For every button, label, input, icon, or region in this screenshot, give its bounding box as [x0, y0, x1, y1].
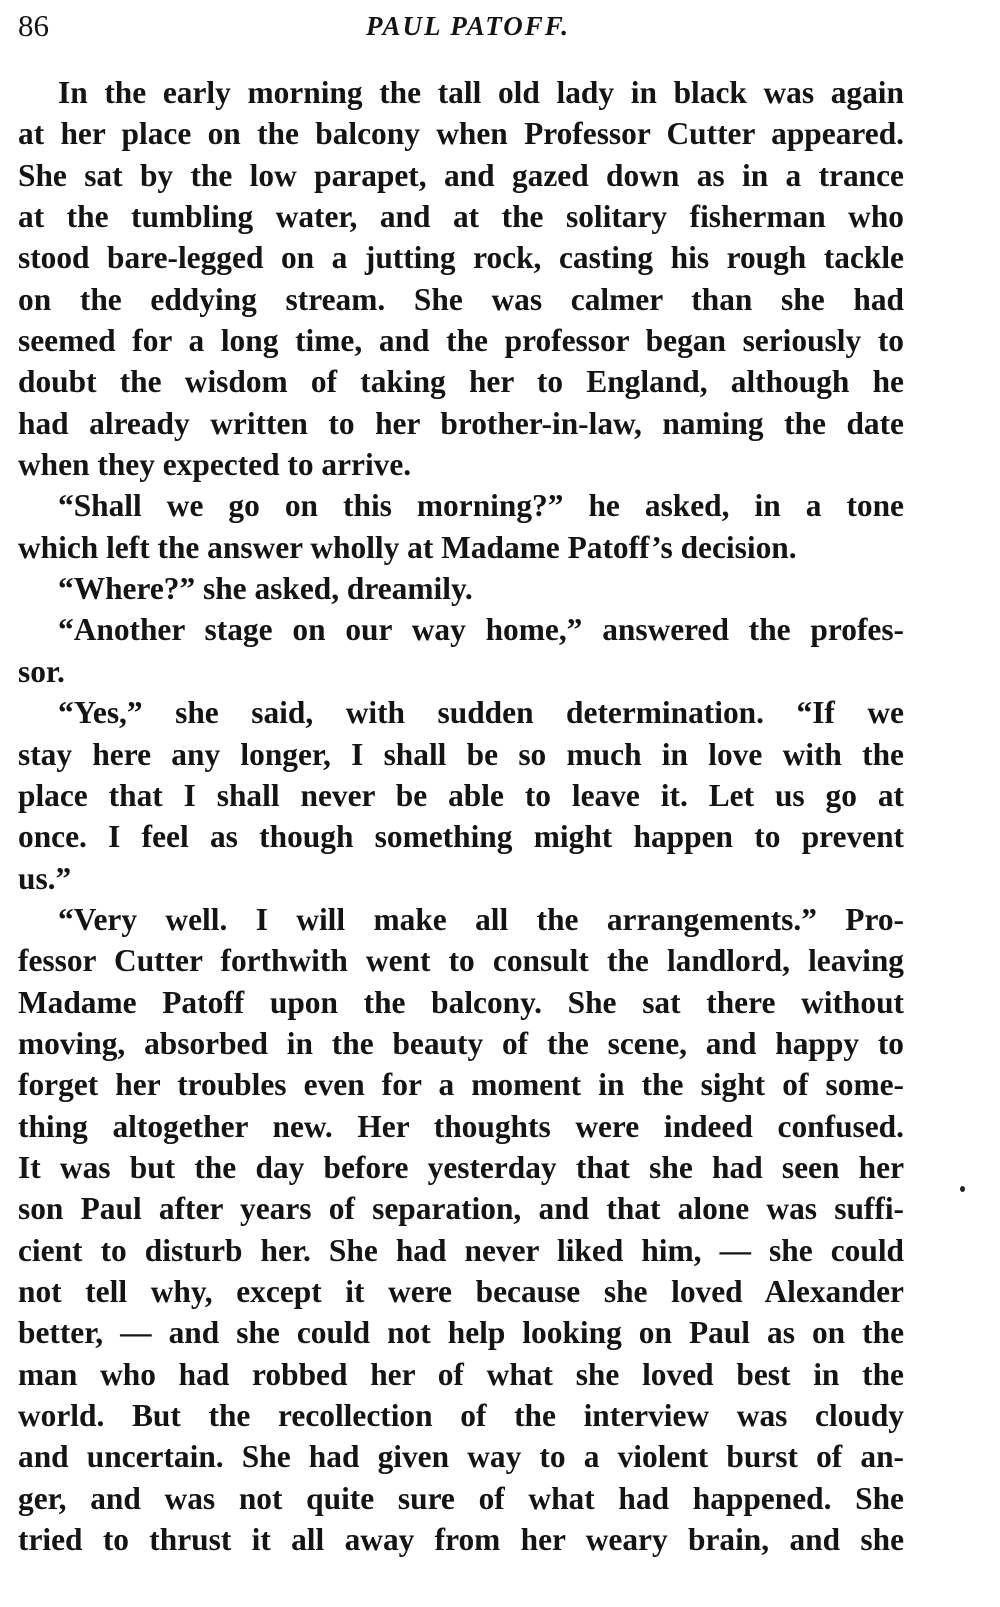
body-text: [18, 72, 904, 1560]
text-line: In the early morning the tall old lady in black was again: [58, 75, 904, 110]
text-line: better, — and she could not help looking on Paul as on the: [18, 1315, 904, 1351]
text-line: “Where?” she asked, dreamily.: [58, 571, 473, 607]
text-line: moving, absorbed in the beauty of the scene, and happy to: [18, 1025, 904, 1061]
text-line: son Paul after years of separation, and that alone was suffi-: [18, 1191, 904, 1227]
text-line: She sat by the low parapet, and gazed down as in a trance: [18, 157, 904, 193]
text-line: doubt the wisdom of taking her to England, although he: [18, 364, 904, 400]
text-line: tried to thrust it all away from her weary brain, and she: [18, 1522, 904, 1558]
text-line: cient to disturb her. She had never liked him, — she could: [18, 1232, 904, 1268]
text-line: seemed for a long time, and the professor began seriously to: [18, 323, 904, 359]
text-line: when they expected to arrive.: [18, 447, 412, 483]
running-title: PAUL PATOFF.: [365, 11, 571, 41]
text-line: “Shall we go on this morning?” he asked, in a tone: [58, 488, 904, 524]
text-line: Madame Patoff upon the balcony. She sat there without: [18, 984, 904, 1020]
text-line: forget her troubles even for a moment in the sight of some-: [18, 1067, 904, 1103]
page-number: 86: [18, 8, 49, 43]
text-line: had already written to her brother-in-law, naming the date: [18, 405, 904, 441]
text-line: on the eddying stream. She was calmer than she had: [18, 281, 904, 317]
page-header: [18, 6, 918, 46]
text-line: “Another stage on our way home,” answered the profes-: [58, 612, 904, 648]
text-line: and uncertain. She had given way to a violent burst of an-: [18, 1439, 904, 1475]
text-line: man who had robbed her of what she loved best in the: [18, 1356, 904, 1392]
text-line: at her place on the balcony when Professor Cutter appeared.: [18, 116, 904, 152]
text-line: ger, and was not quite sure of what had happened. She: [18, 1480, 904, 1516]
text-line: fessor Cutter forthwith went to consult the landlord, leaving: [18, 943, 904, 979]
text-line: It was but the day before yesterday that she had seen her: [18, 1149, 904, 1185]
text-line: which left the answer wholly at Madame Patoff’s decision.: [18, 529, 797, 565]
ink-speck: [960, 1186, 965, 1192]
text-line: world. But the recollection of the interview was cloudy: [18, 1398, 904, 1433]
text-line: at the tumbling water, and at the solitary fisherman who: [18, 199, 904, 235]
text-line: sor.: [18, 653, 65, 689]
text-line: place that I shall never be able to leave it. Let us go at: [18, 777, 904, 813]
text-line: thing altogether new. Her thoughts were indeed confused.: [18, 1108, 904, 1144]
text-line: not tell why, except it were because she loved Alexander: [18, 1273, 904, 1309]
text-line: stay here any longer, I shall be so much in love with the: [18, 736, 904, 772]
text-line: once. I feel as though something might happen to prevent: [18, 819, 904, 855]
text-line: “Yes,” she said, with sudden determination. “If we: [58, 695, 904, 731]
text-line: us.”: [18, 860, 72, 896]
text-line: stood bare-legged on a jutting rock, casting his rough tackle: [18, 240, 904, 276]
text-line: “Very well. I will make all the arrangements.” Pro-: [58, 901, 904, 937]
